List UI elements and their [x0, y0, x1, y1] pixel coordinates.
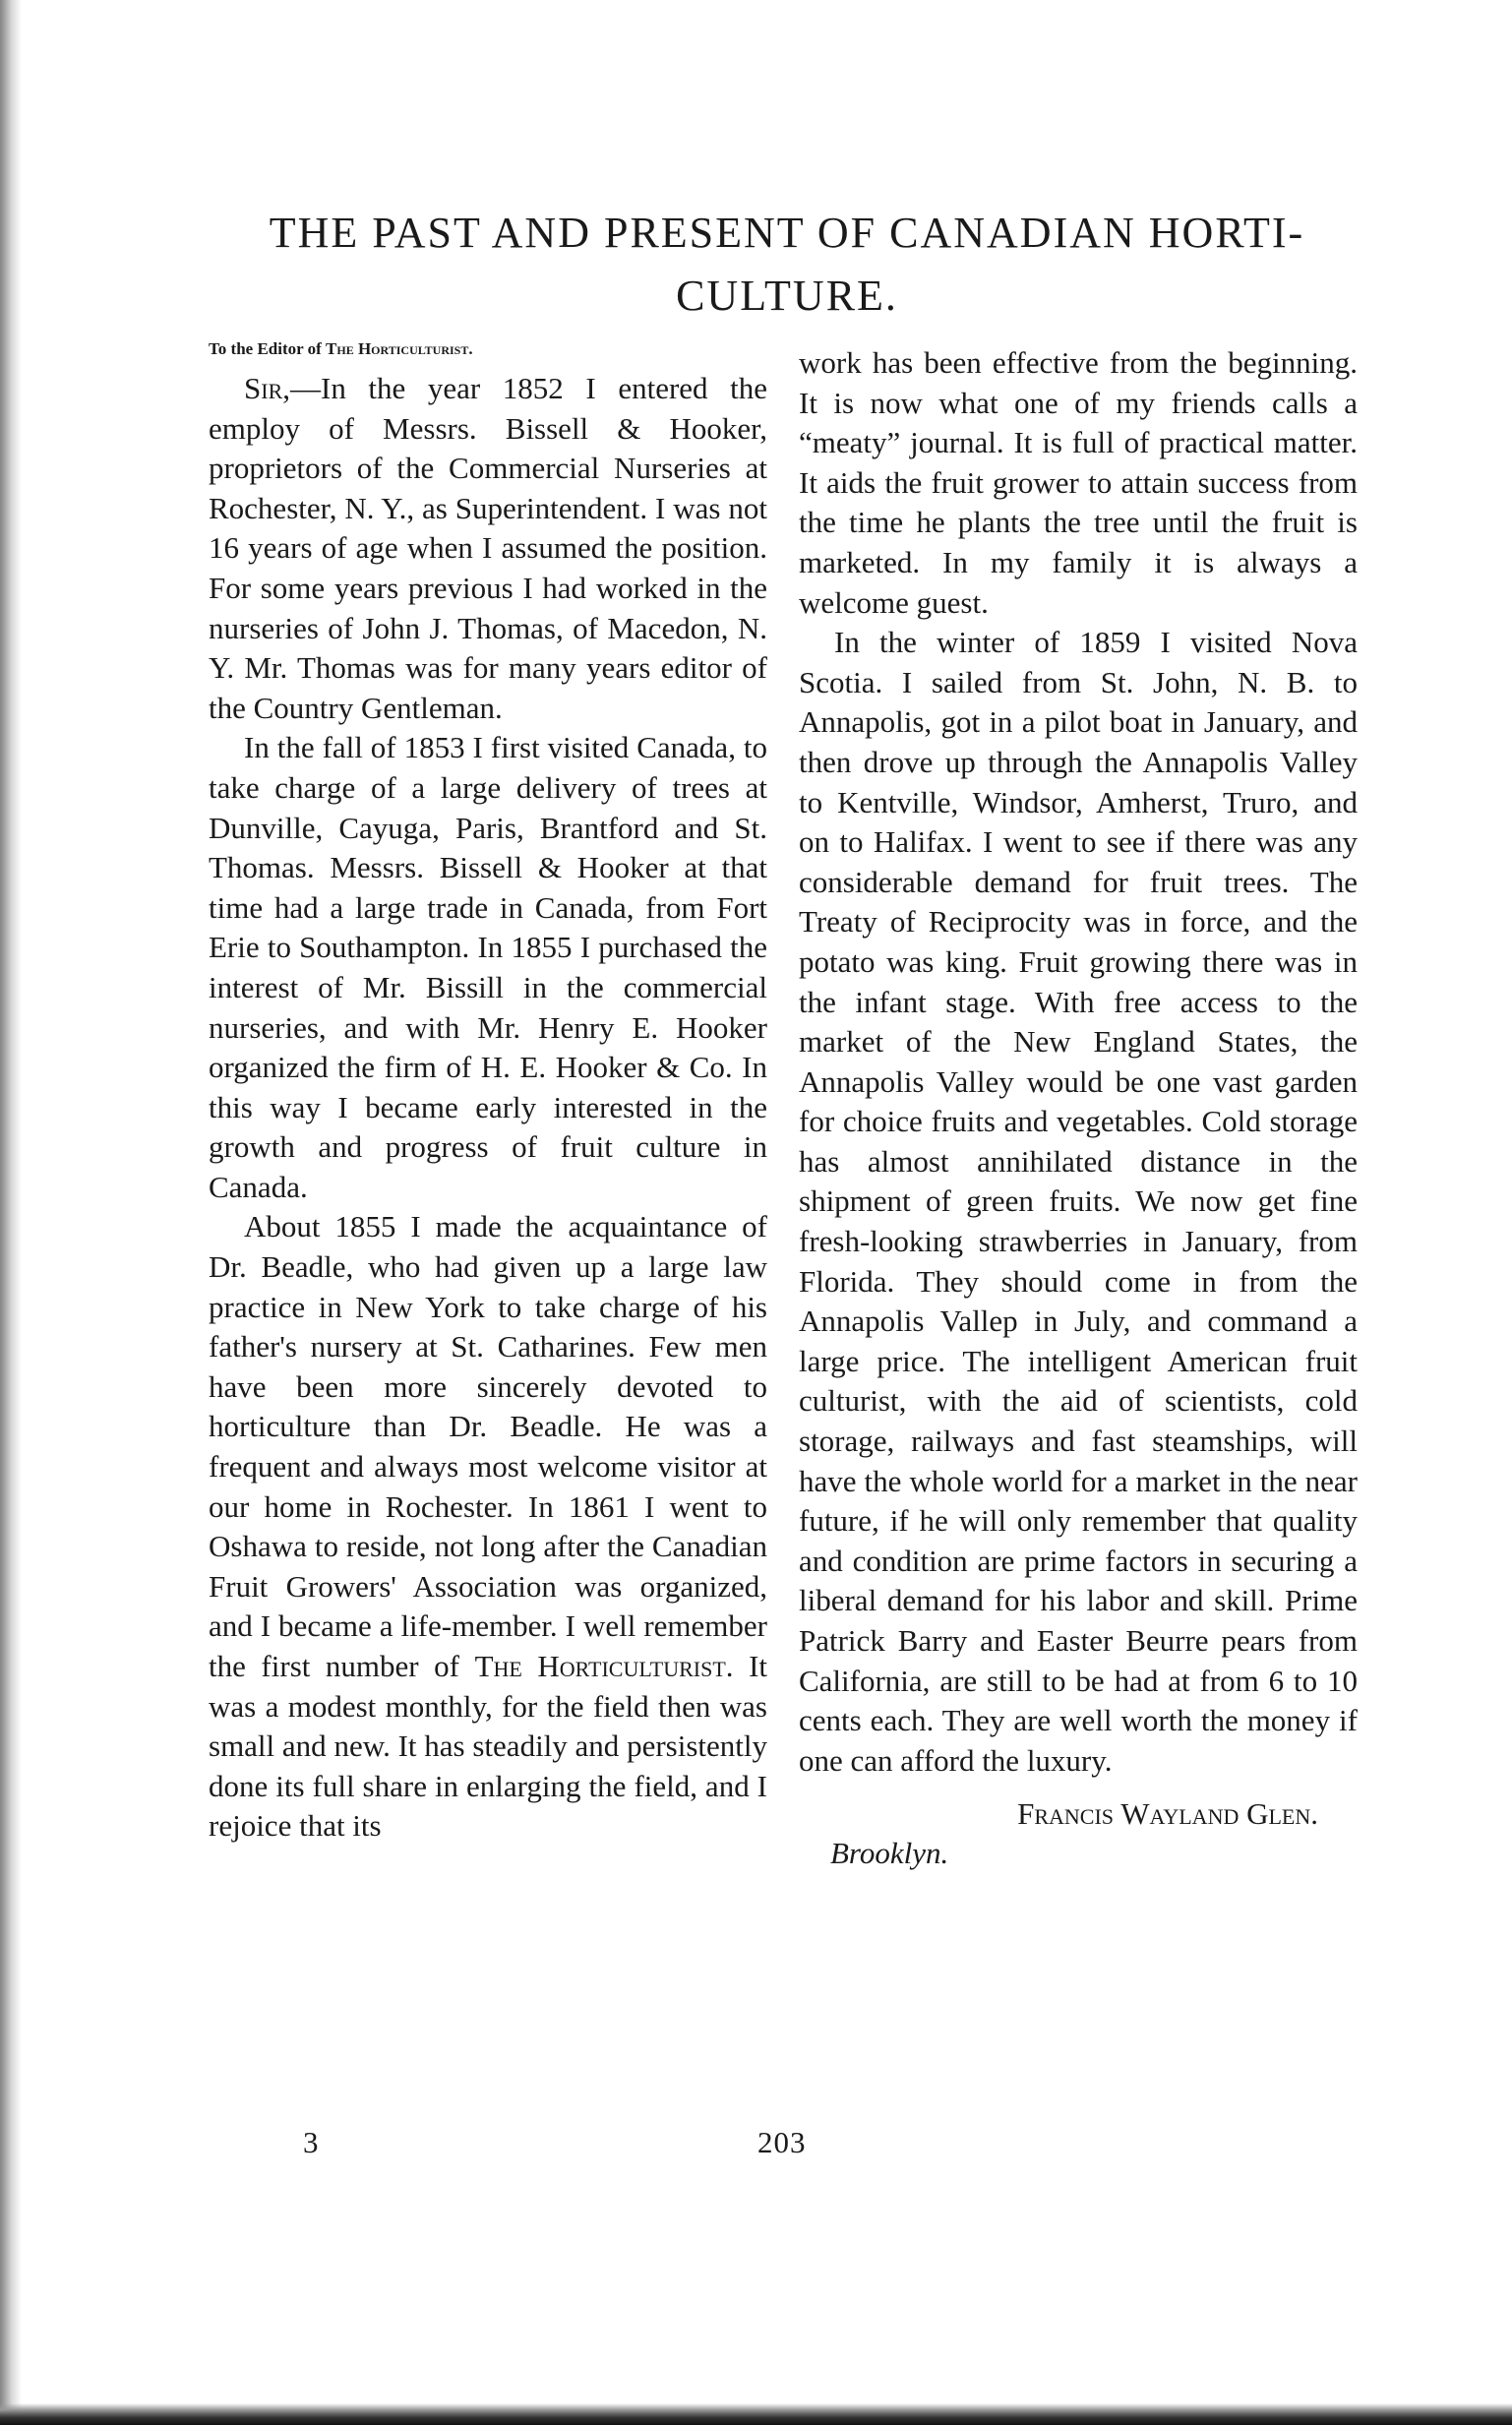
author-place: Brooklyn. — [830, 1836, 949, 1871]
paragraph-2: In the fall of 1853 I first visited Canada, to take charge of a large delivery of trees at Dunville, Cayuga, Paris, Brantford and St. Thomas. Messrs. Bissell & Hooker at that time had a large trade in Canada, from Fort Erie to Southampton. In 1855 I purchased the interest of Mr. Bissill in the commercial nurseries, and with Mr. Henry E. Hooker organized the firm of H. E. Hooker & Co. In this way I became early interested in the growth and progress of fruit culture in Canada. — [209, 730, 767, 1204]
article-title — [197, 202, 1377, 328]
salutation-publication: The Horticulturist. — [326, 339, 473, 358]
scan-edge-bottom — [0, 2403, 1512, 2425]
signature-mark: 3 — [303, 2125, 319, 2159]
scan-edge-left — [0, 0, 22, 2425]
salutation — [209, 339, 767, 359]
title-line-2: CULTURE. — [676, 272, 898, 320]
paragraph-3-after: It was a modest monthly, for the field then was small and new. It has steadily and persistently done its full share in enlarging the field, and I rejoice that its — [209, 1649, 768, 1844]
paragraph-3-before: About 1855 I made the acquaintance of Dr. Beadle, who had given up a large law practice in New York to take charge of his father's nursery at St. Catharines. Few men have been more sincerely devoted to horticulture than Dr. Beadle. He was a frequent and always most welcome visitor at our home in Rochester. In 1861 I went to Oshawa to reside, not long after the Canadian Fruit Growers' Association was organized, and I became a life-member. I well remember the first number of — [209, 1209, 767, 1683]
left-column — [209, 339, 767, 1847]
paragraph-5: In the winter of 1859 I visited Nova Scotia. I sailed from St. John, N. B. to Annapolis, got in a pilot boat in January, and then drove up through the Annapolis Valley to Kentville, Windsor, Amherst, Truro, and on to Halifax. I went to see if there was any considerable demand for fruit trees. The Treaty of Reciprocity was in force, and the potato was king. Fruit growing there was in the infant stage. With free access to the market of the New England States, the Annapolis Valley would be one vast garden for choice fruits and vegetables. Cold storage has almost annihilated distance in the shipment of green fruits. We now get fine fresh-looking strawberries in January, from Florida. They should come in from the Annapolis Vallep in July, and command a large price. The intelligent American fruit culturist, with the aid of scientists, cold storage, railways and fast steamships, will have the whole world for a market in the near future, if he will only remember that quality and condition are prime factors in securing a liberal demand for his labor and skill. Prime Patrick Barry and Easter Beurre pears from California, are still to be had at from 6 to 10 cents each. They are well worth the money if one can afford the luxury. — [799, 625, 1358, 1778]
paragraph-1 — [209, 369, 767, 728]
salutation-prefix: To the Editor of — [209, 339, 327, 358]
paragraph-3-publication: The Horticulturist. — [474, 1649, 734, 1683]
paragraph-3 — [209, 1207, 767, 1847]
paragraph-1-text: ,—In the year 1852 I entered the employ of Messrs. Bissell & Hooker, proprietors of the Commercial Nurseries at Rochester, N. Y., as Superintendent. I was not 16 years of age when I assumed the position. For some years previous I had worked in the nurseries of John J. Thomas, of Macedon, N. Y. Mr. Thomas was for many years editor of the Country Gentleman. — [209, 371, 767, 725]
page-number: 203 — [757, 2125, 807, 2159]
title-line-1: THE PAST AND PRESENT OF CANADIAN HORTI- — [269, 209, 1305, 257]
right-column — [799, 343, 1358, 1873]
paragraph-4: work has been effective from the beginning. It is now what one of my friends calls a “meaty” journal. It is full of practical matter. It aids the fruit grower to attain success from the time he plants the tree until the fruit is marketed. In my family it is always a welcome guest. — [799, 345, 1358, 620]
author-signature: Francis Wayland Glen. — [1017, 1796, 1318, 1832]
paragraph-1-lead: Sir — [244, 371, 283, 405]
